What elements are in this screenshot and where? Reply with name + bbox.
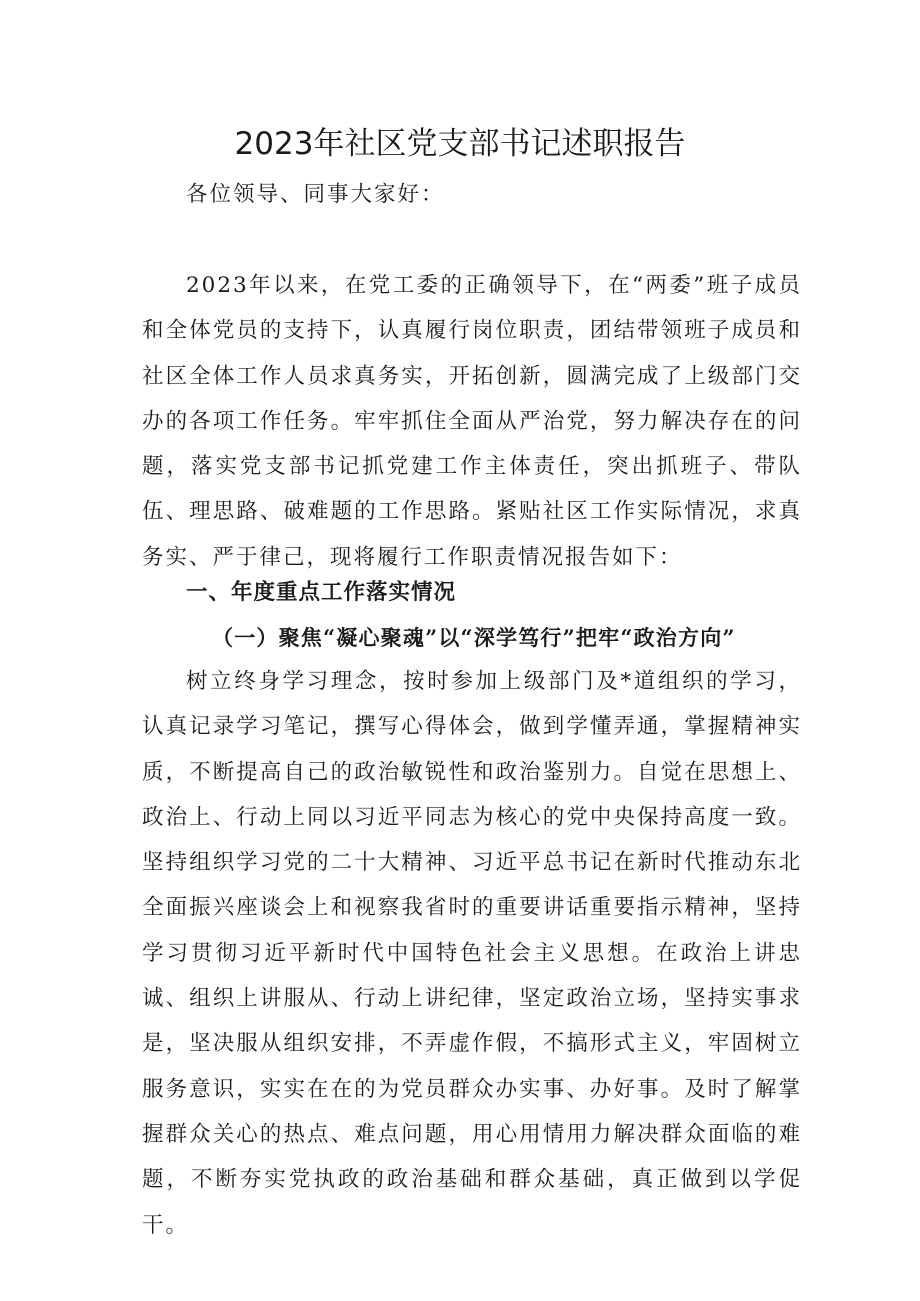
intro-paragraph: 2023年以来，在党工委的正确领导下，在“两委”班子成员和全体党员的支持下，认真履行岗位职责，团结带领班子成员和社区全体工作人员求真务实，开拓创新，圆满完成了上级部门交办的各项工作任务。牢牢抓住全面从严治党，努力解决存在的问题，落实党支部书记抓党建工作主体责任，突出抓班子、带队伍、理思路、破难题的工作思路。紧贴社区工作实际情况，求真务实、严于律己，现将履行工作职责情况报告如下：: [142, 273, 802, 570]
section-heading: 一、年度重点工作落实情况: [186, 580, 457, 605]
body-paragraph: 树立终身学习理念，按时参加上级部门及*道组织的学习，认真记录学习笔记，撰写心得体会，做到学懂弄通，掌握精神实质，不断提高自己的政治敏锐性和政治鉴别力。自觉在思想上、政治上、行动上同以习近平同志为核心的党中央保持高度一致。坚持组织学习党的二十大精神、习近平总书记在新时代推动东北全面振兴座谈会上和视察我省时的重要讲话重要指示精神，坚持学习贯彻习近平新时代中国特色社会主义思想。在政治上讲忠诚、组织上讲服从、行动上讲纪律，坚定政治立场，坚持实事求是，坚决服从组织安排，不弄虚作假，不搞形式主义，牢固树立服务意识，实实在在的为党员群众办实事、办好事。及时了解掌握群众关心的热点、难点问题，用心用情用力解决群众面临的难题，不断夯实党执政的政治基础和群众基础，真正做到以学促干。: [142, 669, 802, 1238]
subsection-heading: （一）聚焦“凝心聚魂”以“深学笃行”把牢“政治方向”: [212, 625, 736, 650]
document-title: 2023年社区党支部书记述职报告: [234, 126, 686, 162]
greeting-text: 各位领导、同事大家好：: [186, 182, 445, 207]
